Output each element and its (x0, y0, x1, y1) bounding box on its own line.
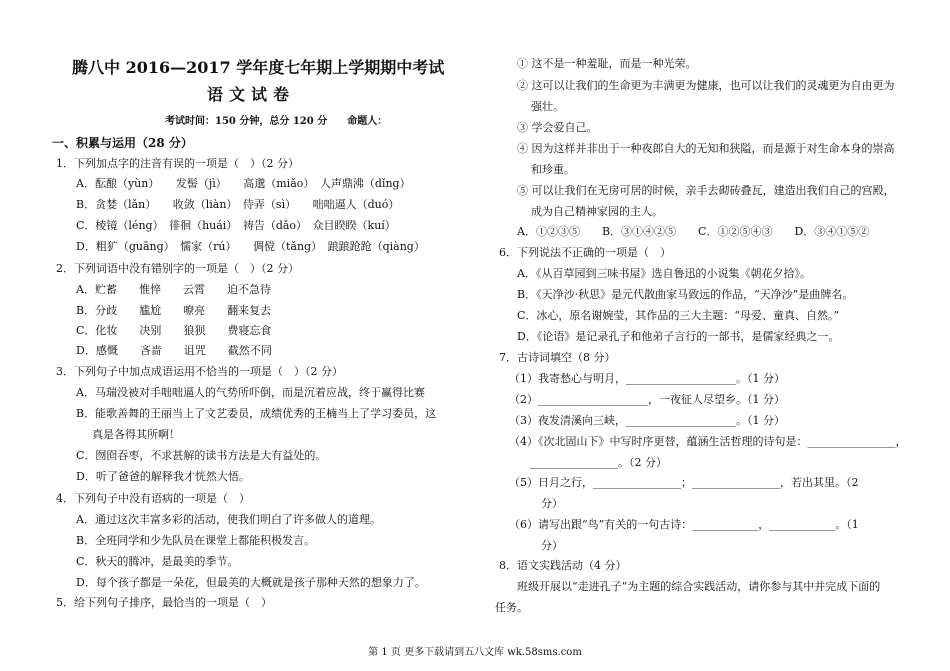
page-footer: 第 1 页 更多下载请到五八文库 wk.58sms.com (368, 647, 582, 658)
q5-options: A．①②③⑤ B．③①④②⑤ C．①②⑤④③ D．③④①⑤② (517, 225, 870, 238)
q8-text: 班级开展以“走进孔子”为主题的综合实践活动，请你参与其中并完成下面的 (517, 580, 881, 593)
question-3: 3．下列句子中加点成语运用不恰当的一项是（ ）（2 分） (56, 365, 343, 378)
question-5: 5．给下列句子排序，最恰当的一项是（ ） (56, 596, 272, 609)
exam-subtitle: 语文试卷 (207, 85, 296, 104)
q5-sentence-2: ② 这可以让我们的生命更为丰满更为健康，也可以让我们的灵魂更为自由更为 (517, 79, 895, 92)
q7-item-6-cont: 分） (541, 539, 563, 552)
question-4: 4．下列句子中没有语病的一项是（ ） (56, 492, 250, 505)
q5-sentence-5: ⑤ 可以让我们在无房可居的时候，亲手去砌砖叠瓦，建造出我们自己的宫殿， (517, 184, 895, 197)
q7-item-2: （2）____________________，一夜征人尽望乡。（1 分） (509, 393, 785, 406)
q5-sentence-3: ③ 学会爱自己。 (517, 121, 598, 134)
q6-option-b: B．《天净沙·秋思》是元代散曲家马致远的作品，“天净沙”是曲牌名。 (517, 288, 854, 301)
q7-item-6: （6）请写出跟“鸟”有关的一句古诗：____________，____________。（1 (509, 518, 859, 531)
exam-title: 腾八中 2016—2017 学年度七年期上学期期中考试 (72, 58, 445, 77)
q1-option-b: B．贪婪（lǎn） 收敛（liàn） 侍弄（sì） 咄咄逼人（duó） (76, 198, 400, 211)
q8-text-cont: 任务。 (495, 601, 528, 614)
q7-item-3: （3）夜发清溪向三峡，____________________。（1 分） (509, 414, 785, 427)
q1-option-c: C．棱镜（léng） 徘徊（huái） 祷告（dǎo） 众目睽睽（kuí） (76, 219, 396, 232)
q7-item-4-cont: ________________。（2 分） (530, 456, 667, 469)
q7-item-4: （4）《次北固山下》中写时序更替，蕴涵生活哲理的诗句是：________________， (509, 435, 907, 448)
q5-sentence-4: ④ 因为这样并非出于一种夜郎自大的无知和狭隘，而是源于对生命本身的崇高 (517, 142, 895, 155)
q5-sentence-4-cont: 和珍重。 (531, 163, 575, 176)
q3-option-b-cont: 真是各得其所啊！ (92, 428, 180, 441)
q1-option-d: D．粗犷（guāng） 懦家（rú） 倜傥（tǎng） 踉踉跄跄（qiàng） (76, 240, 425, 253)
q5-sentence-5-cont: 成为自己精神家园的主人。 (531, 205, 663, 218)
q5-sentence-1: ① 这不是一种羞耻，而是一种光荣。 (517, 57, 697, 70)
question-7: 7．古诗词填空（8 分） (499, 351, 616, 364)
section-heading: 一、积累与运用（28 分） (52, 136, 193, 150)
q3-option-c: C．囫囵吞枣，不求甚解的读书方法是大有益处的。 (76, 449, 327, 462)
q7-item-5: （5）日月之行，________________；________________，若出其里。（2 (509, 476, 859, 489)
q4-option-c: C．秋天的腾冲，是最美的季节。 (76, 555, 239, 568)
q6-option-a: A．《从百草园到三味书屋》选自鲁迅的小说集《朝花夕拾》。 (517, 267, 811, 280)
q3-option-a: A．马瑞没被对手咄咄逼人的气势所吓倒，而是沉着应战，终于赢得比赛 (76, 386, 425, 399)
q3-option-d: D．听了爸爸的解释我才恍然大悟。 (76, 470, 250, 483)
q7-item-5-cont: 分） (541, 497, 563, 510)
q2-option-a: A．贮蓄 惟悴 云霄 迫不急待 (76, 283, 271, 296)
q4-option-a: A．通过这次丰富多彩的活动，使我们明白了许多做人的道理。 (76, 513, 381, 526)
q5-sentence-2-cont: 强壮。 (531, 100, 564, 113)
exam-meta: 考试时间：150 分钟，总分 120 分 命题人： (165, 116, 388, 127)
question-1: 1．下列加点字的注音有误的一项是（ ）（2 分） (56, 157, 299, 170)
q6-option-d: D．《论语》是记录孔子和他弟子言行的一部书，是儒家经典之一。 (517, 330, 840, 343)
q1-option-a: A．酝酿（yùn） 发髻（jì） 高邈（miǎo） 人声鼎沸（dǐng） (76, 177, 411, 190)
question-6: 6．下列说法不正确的一项是（ ） (499, 246, 671, 259)
q4-option-b: B．全班同学和少先队员在课堂上都能积极发言。 (76, 534, 316, 547)
q7-item-1: （1）我寄愁心与明月，____________________。（1 分） (509, 372, 785, 385)
q2-option-b: B．分歧 尴尬 嘹亮 翻来复去 (76, 304, 272, 317)
q6-option-c: C．冰心，原名谢婉莹，其作品的三大主题：“母爱、童真、自然。” (517, 309, 840, 322)
question-2: 2．下列词语中没有错别字的一项是（ ）（2 分） (56, 262, 299, 275)
q3-option-b: B．能歌善舞的王丽当上了文艺委员，成绩优秀的王楠当上了学习委员，这 (76, 407, 437, 420)
q2-option-d: D．感慨 吝啬 诅咒 截然不同 (76, 344, 272, 357)
q2-option-c: C．化妆 决别 狼狈 费寝忘食 (76, 324, 272, 337)
q4-option-d: D．每个孩子都是一朵花，但最美的大概就是孩子那种天然的想象力了。 (76, 576, 426, 589)
question-8: 8．语文实践活动（4 分） (499, 559, 627, 572)
